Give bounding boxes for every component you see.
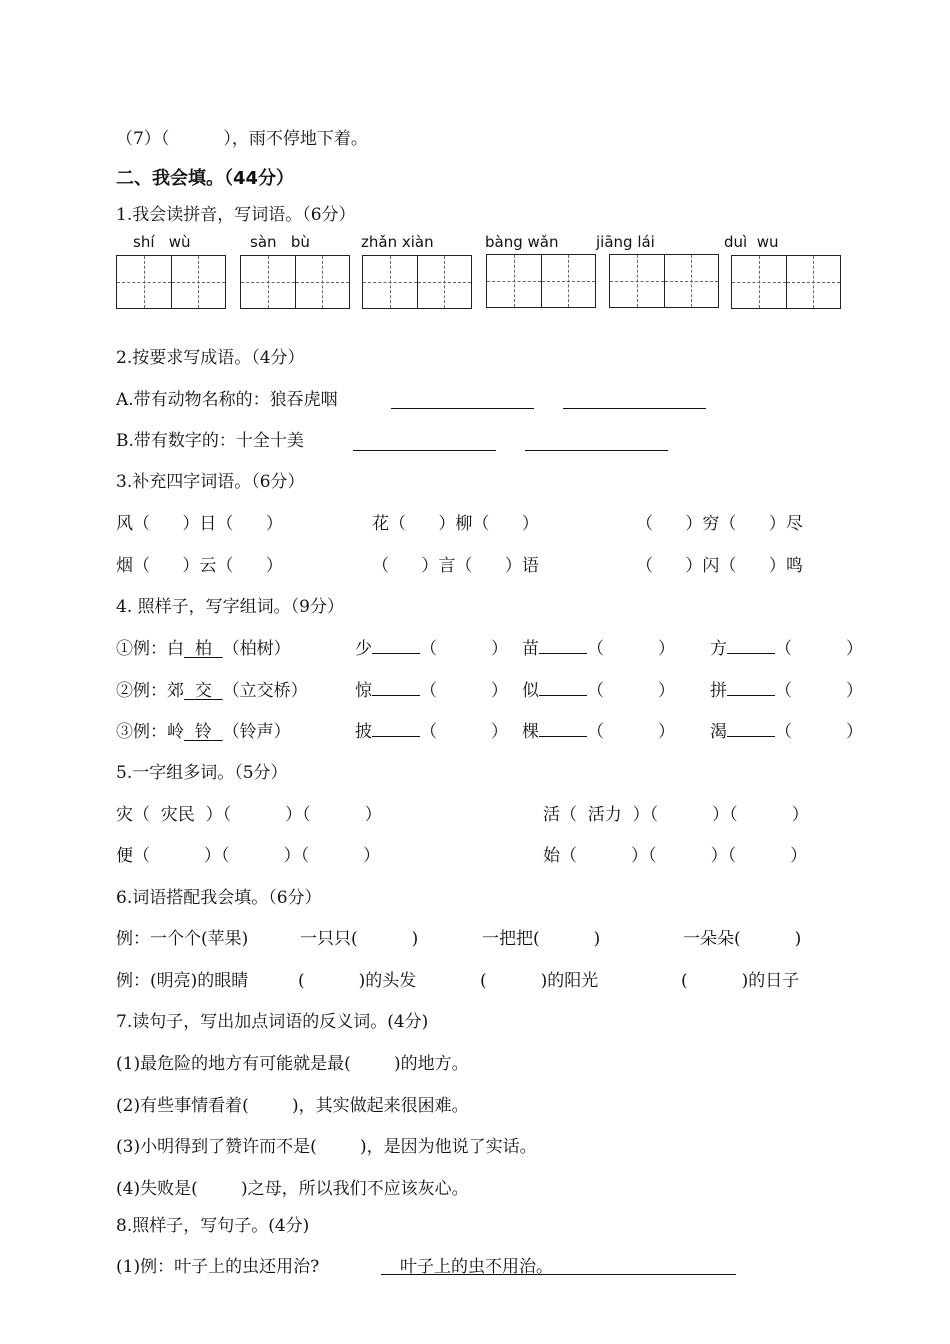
q4-r1-item-3: 方 （ ） (710, 639, 864, 659)
pinyin-3: zhǎn xiàn (361, 233, 434, 251)
q6-r1-c4: 一朵朵( ) (683, 929, 802, 949)
q3-r2-c3: （ ）闪（ ）鸣 (636, 556, 803, 576)
q2-b-blank-2[interactable] (525, 450, 668, 451)
q4-r2-item-1: 惊 （ ） (355, 681, 509, 701)
q3-r1-c3: （ ）穷（ ）尽 (636, 514, 803, 534)
q4-r2-item-2: 似 （ ） (522, 681, 676, 701)
q4-r1-item-2: 苗 （ ） (522, 639, 676, 659)
q4-r3-example-char: 铃 (194, 722, 212, 742)
q5-title: 5.一字组多词。（5分） (116, 763, 288, 783)
q4-title: 4. 照样子，写字组词。（9分） (116, 597, 344, 617)
q1-title: 1.我会读拼音，写词语。（6分） (116, 205, 356, 225)
q6-r2-c2: ( )的头发 (298, 971, 417, 991)
q2-title: 2.按要求写成语。（4分） (116, 348, 305, 368)
writing-grid-2[interactable] (240, 255, 350, 309)
q8-example-question: (1)例：叶子上的虫还用治? (116, 1257, 320, 1277)
q4-r2-item-3: 拼 （ ） (710, 681, 864, 701)
q5-r2-left: 便（ ）（ ）（ ） (116, 846, 381, 866)
pinyin-4: bàng wǎn (485, 233, 559, 251)
q4-r1-item-1: 少 （ ） (355, 639, 509, 659)
writing-grid-4[interactable] (486, 254, 596, 308)
q2-a-blank-1[interactable] (391, 408, 534, 409)
writing-grid-3[interactable] (362, 255, 472, 309)
pinyin-2: sàn bù (250, 233, 310, 251)
q5-r1-right: 活（ 活力 ）（ ）（ ） (543, 805, 809, 825)
q4-r3-item-2: 棵 （ ） (522, 722, 676, 742)
q3-title: 3.补充四字词语。（6分） (116, 472, 305, 492)
q3-r2-c1: 烟（ ）云（ ） (116, 556, 283, 576)
q4-r2-example: ②例：郊 交 （立交桥） (116, 681, 308, 701)
q6-r2-c1: 例：(明亮)的眼睛 (116, 971, 249, 991)
q4-r1-example-char: 柏 (194, 639, 212, 659)
writing-grid-5[interactable] (609, 254, 719, 308)
q7-item-3: (3)小明得到了赞许而不是( )，是因为他说了实话。 (116, 1137, 537, 1157)
q4-r1-example: ①例：白 柏 （柏树） (116, 639, 291, 659)
q2-b-label: B.带有数字的：十全十美 (116, 431, 304, 451)
pinyin-5: jiāng lái (596, 233, 655, 251)
q7-item-1: (1)最危险的地方有可能就是最( )的地方。 (116, 1054, 469, 1074)
q6-r1-c1: 例：一个个(苹果) (116, 929, 249, 949)
q4-r3-item-3: 渴 （ ） (710, 722, 864, 742)
q2-a-blank-2[interactable] (563, 408, 706, 409)
q6-r2-c3: ( )的阳光 (480, 971, 599, 991)
q2-b-blank-1[interactable] (353, 450, 496, 451)
q6-r2-c4: ( )的日子 (681, 971, 800, 991)
q8-title: 8.照样子，写句子。(4分) (116, 1216, 310, 1236)
q6-r1-c3: 一把把( ) (482, 929, 601, 949)
writing-grid-1[interactable] (116, 255, 226, 309)
q3-r1-c2: 花（ ）柳（ ） (372, 514, 539, 534)
q8-answer-underline (381, 1274, 736, 1275)
q7-title: 7.读句子，写出加点词语的反义词。(4分) (116, 1012, 429, 1032)
q4-r3-example: ③例：岭 铃 （铃声） (116, 722, 291, 742)
q6-r1-c2: 一只只( ) (300, 929, 419, 949)
q6-title: 6.词语搭配我会填。（6分） (116, 888, 322, 908)
q4-r2-example-char: 交 (194, 681, 212, 701)
section-2-title: 二、我会填。（44分） (116, 168, 295, 189)
q8-example-answer: 叶子上的虫不用治。 (400, 1257, 553, 1277)
q7-item-2: (2)有些事情看着( )，其实做起来很困难。 (116, 1096, 469, 1116)
top-item-7: （7）（ ），雨不停地下着。 (116, 129, 368, 149)
q2-a-label: A.带有动物名称的：狼吞虎咽 (116, 390, 338, 410)
q5-r2-right: 始（ ）（ ）（ ） (543, 846, 808, 866)
pinyin-1: shí wù (133, 233, 191, 251)
q3-r1-c1: 风（ ）日（ ） (116, 514, 283, 534)
writing-grid-6[interactable] (731, 255, 841, 309)
q5-r1-left: 灾（ 灾民 ）（ ）（ ） (116, 805, 382, 825)
pinyin-6: duì wu (724, 233, 779, 251)
q3-r2-c2: （ ）言（ ）语 (372, 556, 539, 576)
q7-item-4: (4)失败是( )之母，所以我们不应该灰心。 (116, 1179, 469, 1199)
q4-r3-item-1: 披 （ ） (355, 722, 509, 742)
